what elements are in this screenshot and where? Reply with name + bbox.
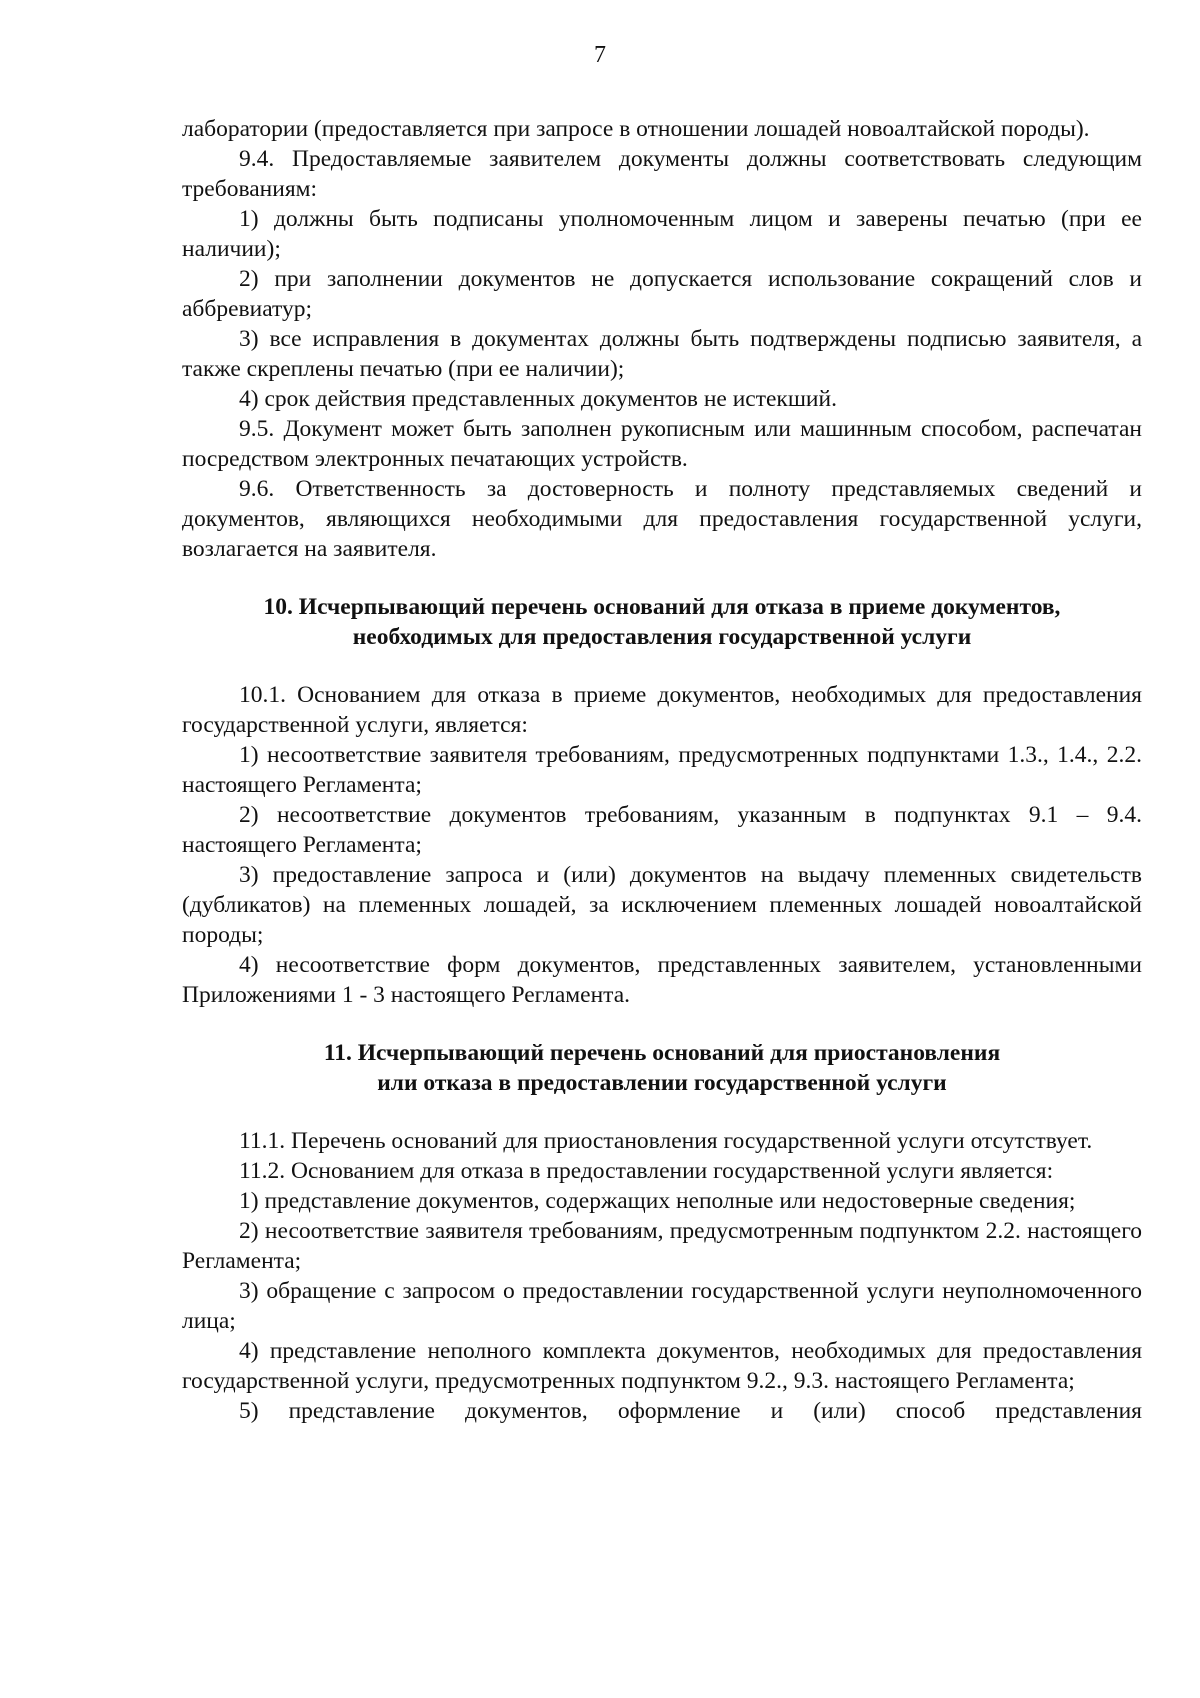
paragraph: 5) представление документов, оформление и (или) способ представления [239,1398,1142,1424]
paragraph: 4) представление неполного комплекта документов, необходимых для предоставления государственной услуги, предусмотренных подпунктом 9.2., 9.3. настоящего Регламента; [182,1338,1142,1394]
paragraph: 11.1. Перечень оснований для приостановления государственной услуги отсутствует. [239,1128,1093,1154]
spacer [182,1010,1142,1038]
section-heading-line: 10. Исчерпывающий перечень оснований для отказа в приеме документов, [263,594,1061,620]
paragraph: 11.2. Основанием для отказа в предоставлении государственной услуги является: [239,1158,1054,1184]
section-heading [182,592,1142,652]
section-heading-line: 11. Исчерпывающий перечень оснований для приостановления [323,1040,1001,1066]
paragraph: 1) представление документов, содержащих неполные или недостоверные сведения; [239,1188,1076,1214]
section-heading-line: или отказа в предоставлении государственной услуги [377,1070,947,1096]
paragraph: 4) несоответствие форм документов, представленных заявителем, установленными Приложениями 1 - 3 настоящего Регламента. [182,952,1142,1008]
section-heading [182,1038,1142,1098]
paragraph: 2) несоответствие документов требованиям, указанным в подпунктах 9.1 – 9.4. настоящего Регламента; [182,802,1142,858]
paragraph: 1) должны быть подписаны уполномоченным лицом и заверены печатью (при ее наличии); [182,206,1142,262]
paragraph: 4) срок действия представленных документов не истекший. [239,386,837,412]
page-number: 7 [594,42,606,68]
paragraph: 2) несоответствие заявителя требованиям, предусмотренным подпунктом 2.2. настоящего Регламента; [182,1218,1142,1274]
paragraph: 10.1. Основанием для отказа в приеме документов, необходимых для предоставления государственной услуги, является: [182,682,1142,738]
paragraph: 3) предоставление запроса и (или) документов на выдачу племенных свидетельств (дубликатов) на племенных лошадей, за исключением племенных лошадей новоалтайской породы; [182,862,1142,948]
spacer [182,1098,1142,1126]
paragraph: лаборатории (предоставляется при запросе в отношении лошадей новоалтайской породы). [182,116,1090,142]
paragraph: 2) при заполнении документов не допускается использование сокращений слов и аббревиатур; [182,266,1142,322]
paragraph: 9.6. Ответственность за достоверность и полноту представляемых сведений и документов, являющихся необходимыми для предоставления государственной услуги, возлагается на заявителя. [182,476,1142,562]
paragraph: 1) несоответствие заявителя требованиям, предусмотренных подпунктами 1.3., 1.4., 2.2. настоящего Регламента; [182,742,1142,798]
section-heading-line: необходимых для предоставления государственной услуги [352,624,972,650]
paragraph: 3) все исправления в документах должны быть подтверждены подписью заявителя, а также скреплены печатью (при ее наличии); [182,326,1142,382]
document-body [182,114,1142,1426]
spacer [182,564,1142,592]
paragraph: 9.5. Документ может быть заполнен рукописным или машинным способом, распечатан посредством электронных печатающих устройств. [182,416,1142,472]
spacer [182,652,1142,680]
paragraph: 3) обращение с запросом о предоставлении государственной услуги неуполномоченного лица; [182,1278,1142,1334]
paragraph: 9.4. Предоставляемые заявителем документы должны соответствовать следующим требованиям: [182,146,1142,202]
